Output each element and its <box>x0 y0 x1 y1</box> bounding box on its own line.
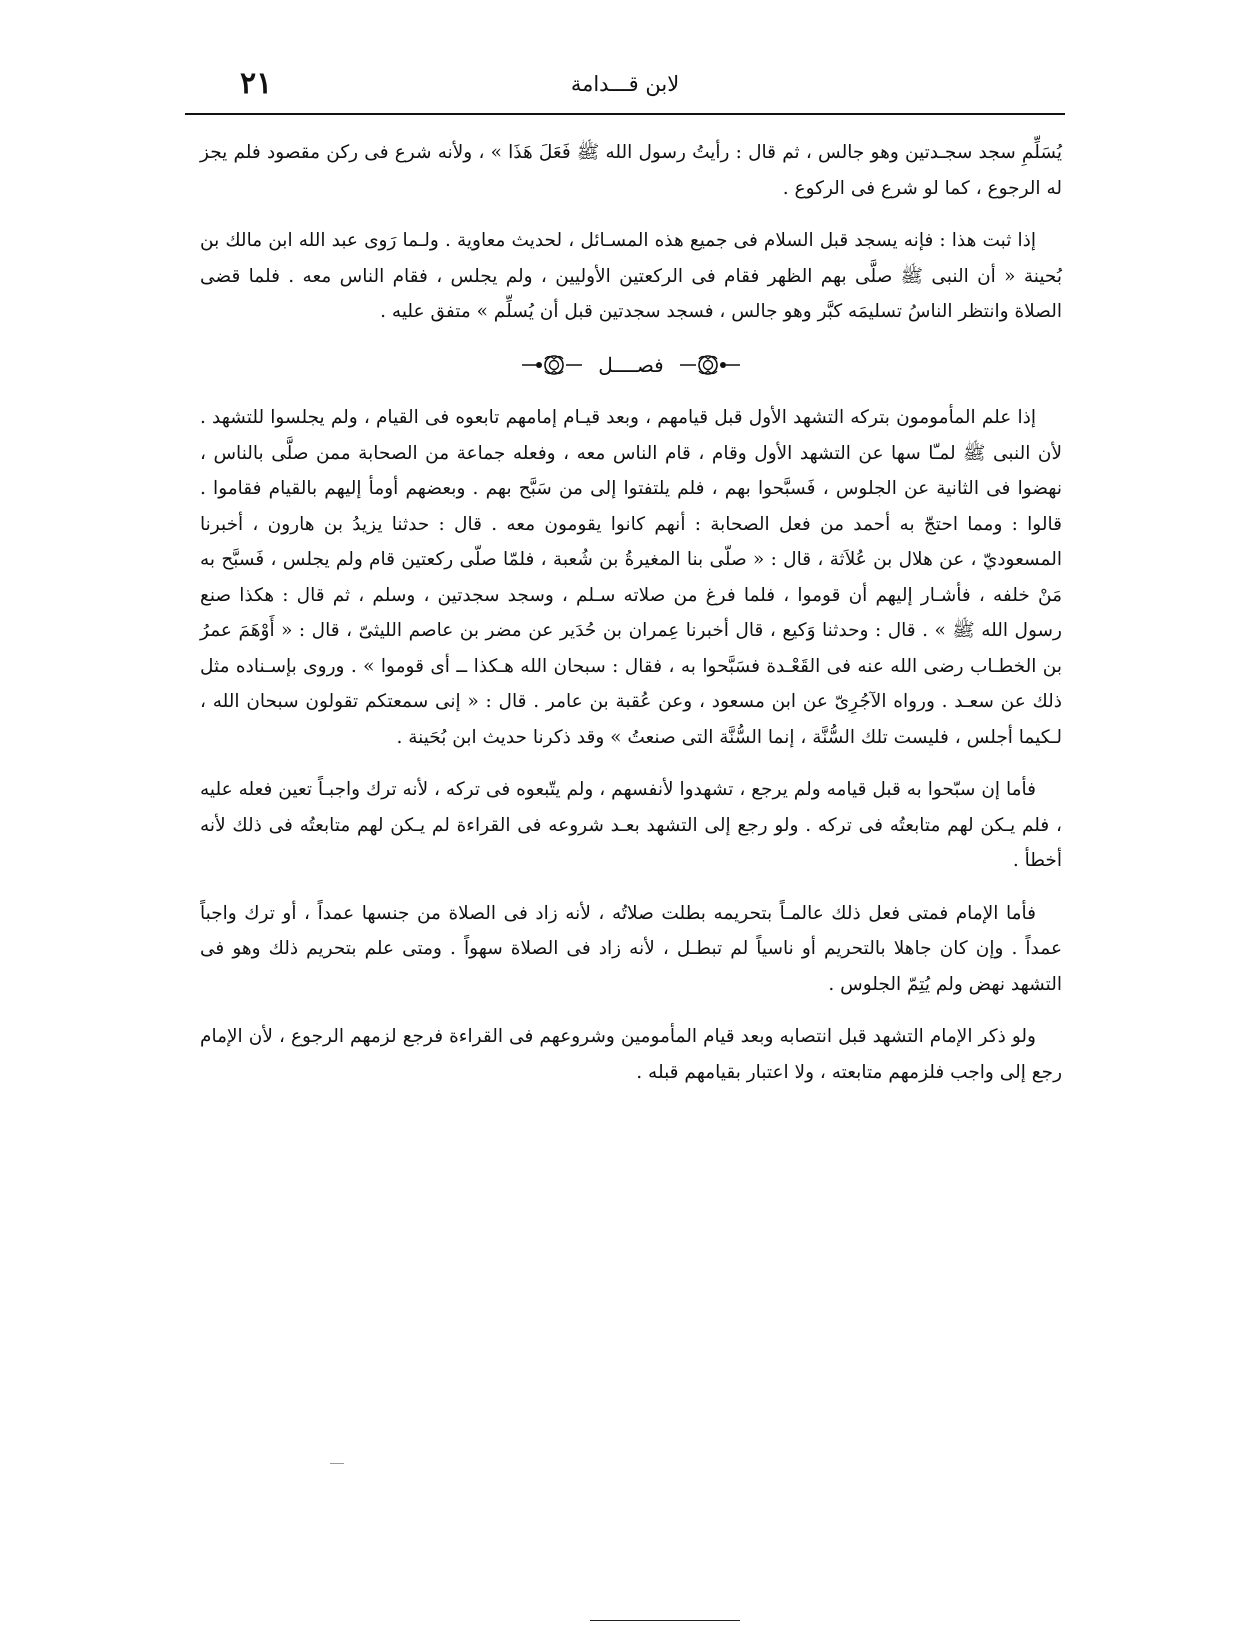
section-paragraph-1: إذا علم المأمومون بتركه التشهد الأول قبل قيامهم ، وبعد قيـام إمامهم تابعوه فى القيام ، ولم يجلسوا للتشهد . لأن النبى ﷺ لمـّا سها عن التشهد الأول وقام ، قام الناس معه ، وفعله جماعة من الصحابة ممن صلَّى بالناس ، نهضوا فى الثانية عن الجلوس ، فَسبَّحوا بهم ، فلم يلتفتوا إلى من سَبَّح بهم . وبعضهم أومأ إليهم بالقيام فقاموا . قالوا : ومما احتجّ به أحمد من فعل الصحابة : أنهم كانوا يقومون معه . قال : حدثنا يزيدُ بن هارون ، أخبرنا المسعوديّ ، عن هلال بن عُلاَثة ، قال : « صلّى بنا المغيرةُ بن شُعبة ، فلمّا صلّى ركعتين قام ولم يجلس ، فَسبَّح به مَنْ خلفه ، فأشـار إليهم أن قوموا ، فلما فرغ من صلاته سـلم ، وسجد سجدتين ، وسلم ، ثم قال : هكذا صنع رسول الله ﷺ » . قال : وحدثنا وَكيع ، قال أخبرنا عِمران بن حُدَير عن مضر بن عاصم الليثىّ ، قال : « أَوْهَمَ عمرُ بن الخطـاب رضى الله عنه فى القَعْـدة فسَبَّحوا به ، فقال : سبحان الله هـكذا ــ أى قوموا » . وروى بإسـناده مثل ذلك عن سعـد . ورواه الآجُرِىّ عن ابن مسعود ، وعن عُقبة بن عامر . قال : « إنى سمعتكم تقولون سبحان الله ، لـكيما أجلس ، فليست تلك السُّنَّة ، إنما السُّنَّة التى صنعتُ » وقد ذكرنا حديث ابن بُحَينة . <box>200 407 1062 748</box>
footer-rule <box>590 1620 740 1621</box>
page-number: ٢١ <box>240 66 273 101</box>
page-header <box>185 62 1065 112</box>
stray-mark <box>330 1463 344 1464</box>
section-paragraph-4: ولو ذكر الإمام التشهد قبل انتصابه وبعد قيام المأمومين وشروعهم فى القراءة فرجع لزمهم الرجوع ، لأن الإمام رجع إلى واجب فلزمهم متابعته ، ولا اعتبار بقيامهم قبله . <box>200 1026 1062 1083</box>
section-paragraph-2: فأما إن سبّحوا به قبل قيامه ولم يرجع ، تشهدوا لأنفسهم ، ولم يتّبعوه فى تركه ، لأنه ترك واجبـاً تعين فعله عليه ، فلم يـكن لهم متابعتُه فى تركه . ولو رجع إلى التشهد بعـد شروعه فى القراءة لم يـكن لهم متابعتُه فى ذلك لأنه أخطأ . <box>200 779 1062 871</box>
paragraph-2: إذا ثبت هذا : فإنه يسجد قبل السلام فى جميع هذه المسـائل ، لحديث معاوية . ولـما رَوى عبد الله ابن مالك بن بُحينة « أن النبى ﷺ صلَّى بهم الظهر فقام فى الركعتين الأوليين ، ولم يجلس ، فقام الناس معه . فلما قضى الصلاة وانتظر الناسُ تسليمَه كبَّر وهو جالس ، فسجد سجدتين قبل أن يُسلِّم » متفق عليه . <box>200 230 1062 322</box>
section-heading-text: فصــــل <box>598 353 664 377</box>
body-text <box>200 135 1062 1107</box>
paragraph-1: يُسَلِّمِ سجد سجـدتين وهو جالس ، ثم قال : رأيتُ رسول الله ﷺ فَعَلَ هَذَا » ، ولأنه شرع فى ركن مقصود فلم يجز له الرجوع ، كما لو شرع فى الركوع . <box>200 142 1062 199</box>
section-paragraph-3: فأما الإمام فمتى فعل ذلك عالمـاً بتحريمه بطلت صلاتُه ، لأنه زاد فى الصلاة من جنسها عمداً ، أو ترك واجباً عمداً . وإن كان جاهلا بالتحريم أو ناسياً لم تبطـل ، لأنه زاد فى الصلاة سهواً . ومتى علم بتحريم ذلك وهو فى التشهد نهض ولم يُتِمّ الجلوس . <box>200 902 1062 995</box>
running-title: لابن قـــدامة <box>570 72 680 96</box>
section-heading <box>200 347 1062 383</box>
ornament-left-icon <box>520 353 584 377</box>
header-rule <box>185 113 1065 115</box>
ornament-right-icon <box>678 353 742 377</box>
